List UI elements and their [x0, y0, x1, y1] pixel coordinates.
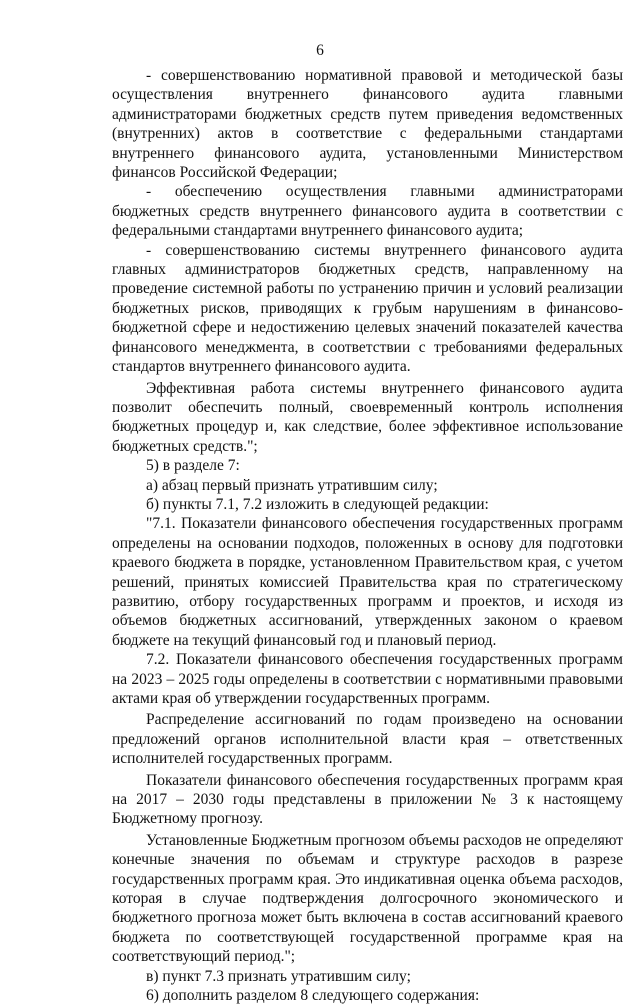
- paragraph-item-b: б) пункты 7.1, 7.2 изложить в следующей редакции:: [146, 495, 489, 513]
- paragraph-audit-effectiveness: Эффективная работа системы внутреннего финансового аудита позволит обеспечить полный, своевременный контроль исполнения бюджетных процедур и, как следствие, более эффективное использование бюджетных средств.";: [112, 379, 623, 455]
- paragraph-audit-regulatory-base: - совершенствованию нормативной правовой и методической базы осуществления внутреннего финансового аудита главными администраторами бюджетных средств путем приведения ведомственных (внутренних) актов в соответствие с федеральными стандартами внутреннего финансового аудита, установленными Министерством финансов Российской Федерации;: [112, 67, 623, 182]
- paragraph-item-v: в) пункт 7.3 признать утратившим силу;: [146, 967, 411, 985]
- paragraph-financing-indicators: Показатели финансового обеспечения государственных программ края на 2017 – 2030 годы представлены в приложении № 3 к настоящему Бюджетному прогнозу.: [112, 771, 623, 828]
- page-number: 6: [316, 42, 324, 59]
- paragraph-clause-7-2: 7.2. Показатели финансового обеспечения государственных программ на 2023 – 2025 годы определены в соответствии с нормативными правовыми актами края об утверждении государственных программ.: [112, 651, 623, 707]
- paragraph-section-7: 5) в разделе 7:: [146, 457, 240, 475]
- paragraph-item-a: а) абзац первый признать утратившим силу;: [146, 476, 438, 494]
- paragraph-audit-implementation: - обеспечению осуществления главными администраторами бюджетных средств внутреннего финансового аудита в соответствии с федеральными стандартами внутреннего финансового аудита;: [112, 183, 623, 240]
- paragraph-forecast-expenditures: Установленные Бюджетным прогнозом объемы расходов не определяют конечные значения по объемам и структуре расходов в разрезе государственных программ края. Это индикативная оценка объема расходов, которая в случае подтверждения долгосрочного экономического и бюджетного прогноза может быть включена в состав ассигнований краевого бюджета по соответствующей государственной программе края на соответствующий период.";: [112, 831, 624, 966]
- paragraph-audit-system-improvement: - совершенствованию системы внутреннего финансового аудита главных администраторов бюджетных средств, направленному на проведение системной работы по устранению причин и условий реализации бюджетных рисков, приводящих к грубым нарушениям в финансово-бюджетной сфере и недостижению целевых значений показателей качества финансового менеджмента, в соответствии с требованиями федеральных стандартов внутреннего финансового аудита.: [112, 241, 623, 376]
- document-body: [112, 66, 623, 1006]
- paragraph-clause-7-1: "7.1. Показатели финансового обеспечения государственных программ определены на основании подходов, положенных в основу для подготовки краевого бюджета в порядке, установленном Правительством края, с учетом решений, принятых комиссией Правительства края по стратегическому развитию, отбору государственных программ и проектов, и исходя из объемов бюджетных ассигнований, утвержденных законом о краевом бюджете на текущий финансовый год и плановый период.: [112, 515, 623, 649]
- paragraph-allocation-distribution: Распределение ассигнований по годам произведено на основании предложений органов исполнительной власти края – ответственных исполнителей государственных программ.: [112, 711, 623, 768]
- paragraph-item-6: 6) дополнить разделом 8 следующего содержания:: [146, 987, 480, 1005]
